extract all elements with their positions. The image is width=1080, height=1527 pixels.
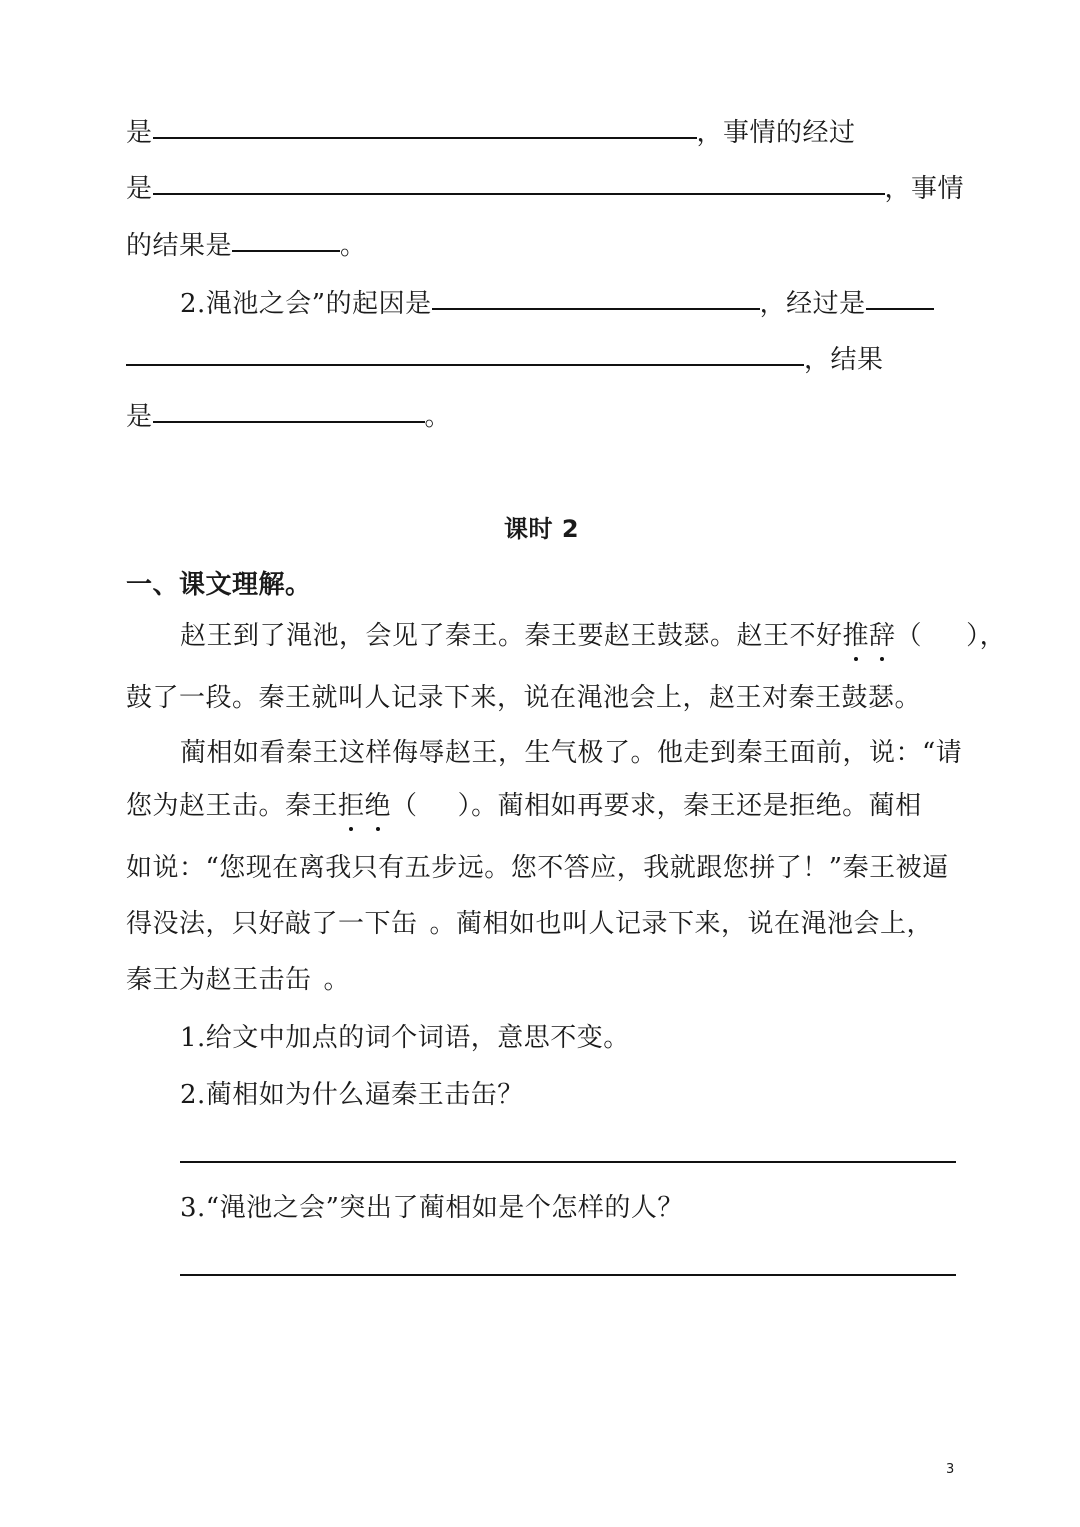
fill-line-6-prefix: 是 bbox=[126, 402, 153, 432]
passage-line-6-rest: 。蔺相如也叫人记录下来，说在渑池会上， bbox=[429, 909, 934, 939]
question-2: 2.蔺相如为什么逼秦王击缶？ bbox=[180, 1080, 524, 1110]
passage-line-1 bbox=[180, 618, 1006, 654]
dotted-char-4: 绝 bbox=[365, 788, 392, 824]
passage-line-3: 蔺相如看秦王这样侮辱赵王，生气极了。他走到秦王面前，说：“请 bbox=[180, 738, 963, 768]
fill-line-5-suffix: ，结果 bbox=[804, 345, 884, 375]
dotted-char-1: 推 bbox=[843, 618, 870, 654]
section-title: 课时 2 bbox=[504, 515, 580, 543]
passage-line-2: 鼓了一段。秦王就叫人记录下来，说在渑池会上，赵王对秦王鼓瑟。 bbox=[126, 683, 922, 713]
fill-line-3-prefix: 的结果是 bbox=[126, 231, 233, 261]
fill-line-2 bbox=[126, 169, 964, 207]
fill-line-4-middle: ，经过是 bbox=[759, 289, 866, 319]
fill-line-3 bbox=[126, 226, 367, 264]
passage-line-5: 如说：“您现在离我只有五步远。您不答应，我就跟您拼了！”秦王被逼 bbox=[126, 853, 949, 883]
page-number: 3 bbox=[946, 1462, 955, 1477]
paren-open-2: （ bbox=[391, 791, 418, 821]
fill-line-1-prefix: 是 bbox=[126, 118, 153, 148]
fill-line-4-prefix: 2.渑池之会”的起因是 bbox=[180, 289, 432, 319]
fill-line-4 bbox=[180, 284, 934, 322]
dotted-char-2: 辞 bbox=[869, 618, 896, 654]
fill-line-6 bbox=[126, 397, 451, 435]
passage-line-4 bbox=[126, 788, 922, 824]
answer-blank-5[interactable] bbox=[866, 282, 934, 310]
paren-close-1: ）， bbox=[966, 621, 1007, 651]
answer-line-q3[interactable] bbox=[180, 1274, 956, 1276]
passage-line-1-text: 赵王到了渑池，会见了秦王。秦王要赵王鼓瑟。赵王不好 bbox=[180, 621, 843, 651]
passage-line-4-text: 您为赵王击。秦王 bbox=[126, 791, 339, 821]
answer-blank-7[interactable] bbox=[153, 395, 425, 423]
fill-line-2-suffix: ，事情 bbox=[884, 174, 965, 204]
question-1: 1.给文中加点的词个词语，意思不变。 bbox=[180, 1023, 630, 1053]
answer-blank-4[interactable] bbox=[432, 282, 760, 310]
fill-line-2-prefix: 是 bbox=[126, 174, 153, 204]
fill-line-6-suffix: 。 bbox=[424, 402, 452, 432]
answer-line-q2[interactable] bbox=[180, 1161, 956, 1163]
fill-line-3-suffix: 。 bbox=[340, 231, 367, 261]
section-heading: 一、课文理解。 bbox=[126, 570, 312, 600]
answer-blank-6[interactable] bbox=[126, 338, 804, 366]
passage-line-4-rest: ）。蔺相如再要求，秦王还是拒绝。蔺相 bbox=[457, 791, 922, 821]
paren-open-1: （ bbox=[895, 621, 923, 651]
passage-line-6-text: 得没法，只好敲了一下缶 bbox=[126, 909, 418, 939]
answer-blank-3[interactable] bbox=[232, 224, 340, 252]
dotted-char-3: 拒 bbox=[338, 788, 365, 824]
passage-line-6 bbox=[126, 906, 933, 942]
passage-line-7-end: 。 bbox=[323, 965, 351, 995]
fill-line-1 bbox=[126, 113, 856, 151]
fill-line-5 bbox=[126, 340, 884, 378]
passage-line-7 bbox=[126, 962, 350, 998]
fill-line-1-suffix: ，事情的经过 bbox=[696, 118, 856, 148]
question-3: 3.“渑池之会”突出了蔺相如是个怎样的人？ bbox=[180, 1193, 684, 1223]
answer-blank-2[interactable] bbox=[153, 167, 885, 195]
passage-line-7-text: 秦王为赵王击缶 bbox=[126, 965, 312, 995]
answer-blank-1[interactable] bbox=[153, 111, 697, 139]
